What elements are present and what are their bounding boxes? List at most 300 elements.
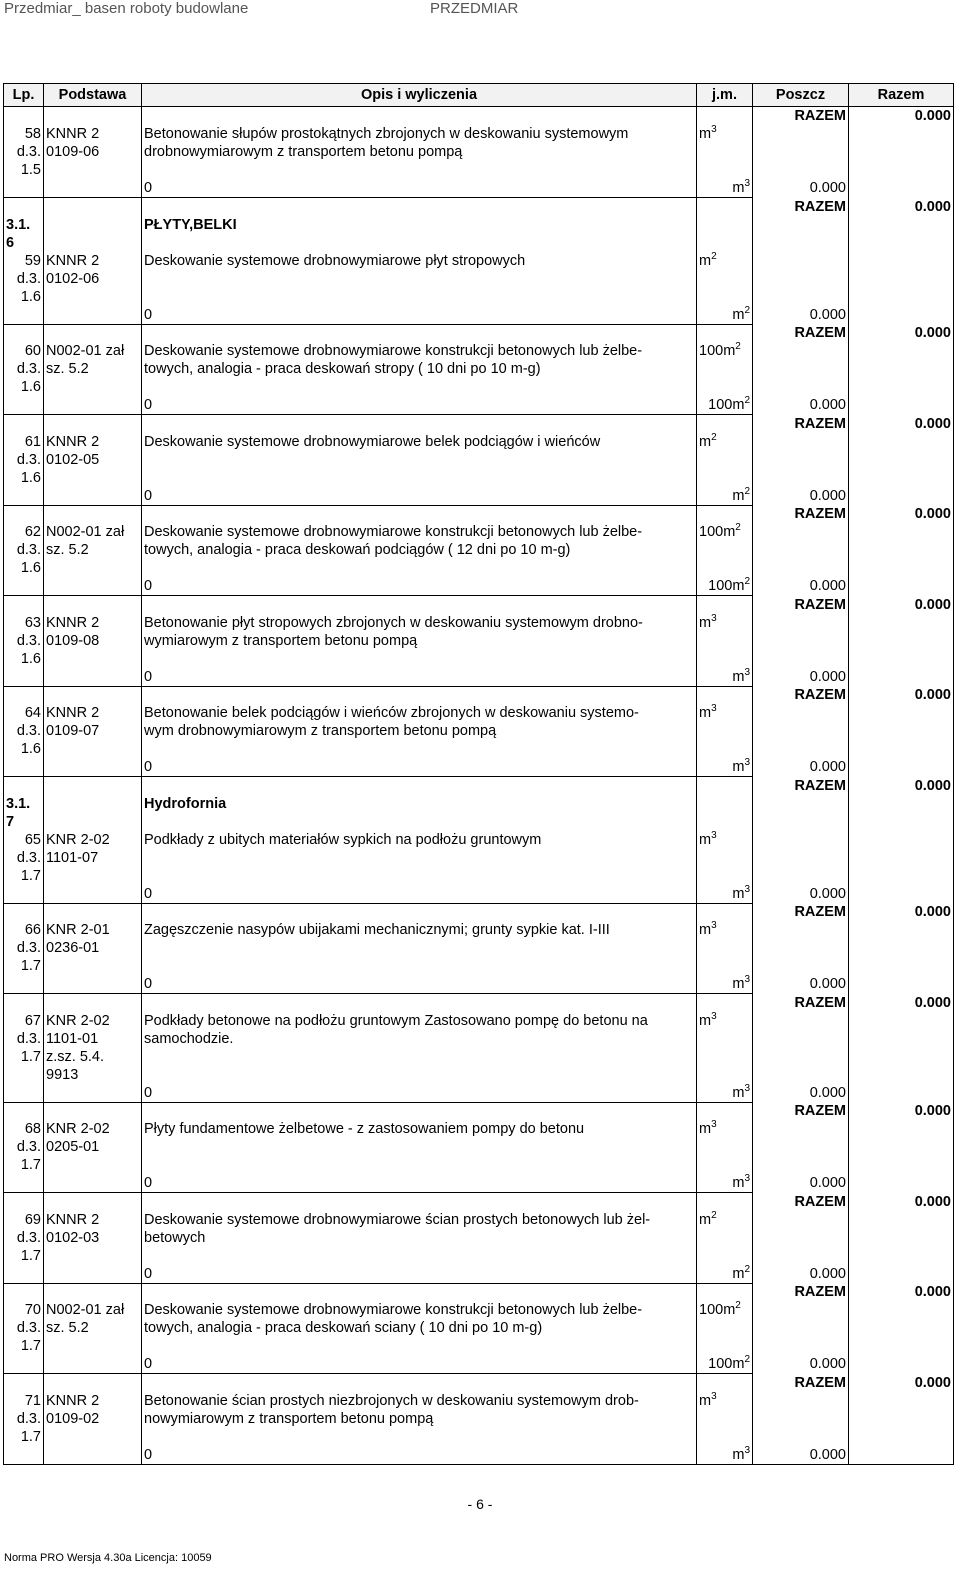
position-basis-line: 0102-05 <box>46 451 100 468</box>
calc-unit: m <box>732 487 745 504</box>
position-number-line: 71 <box>24 1392 41 1409</box>
cell <box>753 505 849 523</box>
cell <box>44 1355 142 1373</box>
cell <box>142 415 697 433</box>
position-number-line: d.3. <box>16 940 41 956</box>
position-basis-line: N002-01 zał <box>46 524 125 540</box>
position-number-line: 1.7 <box>20 867 41 884</box>
position-description-line: towych, analogia - praca deskowań sciany ( 10 dni po 10 m-g) <box>144 1320 543 1336</box>
razem-value: 0.000 <box>914 325 951 341</box>
calc-unit: 100m <box>708 1356 745 1372</box>
position-number-line: 69 <box>24 1211 41 1228</box>
razem-label: RAZEM <box>794 108 846 124</box>
calculation-unit <box>697 306 753 324</box>
position-basis-line: 0109-08 <box>46 632 100 649</box>
unit-exponent: 2 <box>735 341 741 353</box>
cell <box>4 885 44 903</box>
cell <box>753 523 849 577</box>
razem-value: 0.000 <box>914 1193 951 1210</box>
cell <box>697 107 753 126</box>
unit-exponent: 2 <box>711 431 717 443</box>
position-basis <box>44 704 142 758</box>
position-basis-line: KNNR 2 <box>46 1392 100 1409</box>
position-description-line: Deskowanie systemowe drobnowymiarowe konstrukcji betonowych lub żelbe- <box>144 524 643 540</box>
position-basis-line: KNR 2-02 <box>46 831 110 848</box>
cell <box>753 614 849 668</box>
cell <box>44 1174 142 1192</box>
calculation-row <box>4 577 954 595</box>
unit-exponent: 3 <box>711 1119 717 1131</box>
cell <box>753 1012 849 1084</box>
position-basis-line: 0109-02 <box>46 1410 100 1427</box>
cell <box>142 107 697 126</box>
cell <box>849 505 954 523</box>
position-number <box>4 831 44 885</box>
position-number <box>4 614 44 668</box>
razem-value: 0.000 <box>914 198 951 215</box>
cell <box>849 686 954 704</box>
position-description-line: betowych <box>144 1229 206 1246</box>
position-basis <box>44 523 142 577</box>
calc-unit-exponent: 3 <box>744 1444 750 1456</box>
position-basis <box>44 921 142 975</box>
section-number-line: 3.1. <box>6 795 31 812</box>
page-number: - 6 - <box>467 1496 493 1512</box>
calc-unit: m <box>732 1446 745 1463</box>
cell <box>753 252 849 306</box>
cell <box>697 596 753 614</box>
cell <box>142 903 697 921</box>
cell <box>44 487 142 505</box>
razem-label: RAZEM <box>794 198 846 215</box>
position-basis-line: KNNR 2 <box>46 614 100 631</box>
position-number-line: d.3. <box>16 1030 41 1047</box>
cell <box>4 396 44 414</box>
calculation-row <box>4 179 954 197</box>
calc-unit: m <box>732 1084 745 1101</box>
calc-unit-exponent: 3 <box>744 178 750 190</box>
cell <box>4 758 44 776</box>
position-number-line: d.3. <box>16 542 41 558</box>
position-basis-line: N002-01 zał <box>46 343 125 359</box>
cell <box>4 1374 44 1392</box>
cell <box>4 1174 44 1192</box>
cell <box>4 1102 44 1120</box>
position-row <box>4 1301 954 1355</box>
position-number-line: d.3. <box>16 1139 41 1155</box>
position-basis <box>44 1120 142 1174</box>
position-number <box>4 342 44 396</box>
calculation-value: 0.000 <box>753 1446 849 1465</box>
position-number-line: d.3. <box>16 270 41 287</box>
position-number-line: 1.5 <box>20 162 41 178</box>
position-basis-line: sz. 5.2 <box>46 361 89 377</box>
position-number <box>4 1392 44 1446</box>
position-basis-line: 1101-07 <box>46 849 99 866</box>
cell <box>44 415 142 433</box>
position-number-line: d.3. <box>16 1410 41 1427</box>
position-description-line: nowymiarowym z transportem betonu pompą <box>144 1410 434 1427</box>
document-title: Przedmiar_ basen roboty budowlane <box>4 0 249 17</box>
cell <box>697 795 753 831</box>
position-number <box>4 125 44 179</box>
cell <box>753 1211 849 1265</box>
position-basis-line: 0205-01 <box>46 1139 100 1155</box>
cell <box>849 668 954 686</box>
cell <box>849 614 954 668</box>
table-header-row <box>4 84 954 107</box>
calc-unit-exponent: 3 <box>744 1082 750 1094</box>
razem-row <box>4 777 954 795</box>
calculation-value: 0.000 <box>753 885 849 903</box>
position-number-line: 1.7 <box>20 958 41 974</box>
position-description <box>142 125 697 179</box>
position-basis-line: 0236-01 <box>46 940 100 956</box>
cell <box>849 1301 954 1355</box>
cell <box>849 1102 954 1120</box>
cell <box>753 198 849 216</box>
position-description-line: Podkłady betonowe na podłożu gruntowym Zastosowano pompę do betonu na <box>144 1012 648 1029</box>
cell <box>753 596 849 614</box>
calc-unit-exponent: 2 <box>744 395 750 407</box>
section-row <box>4 216 954 252</box>
cell <box>4 686 44 704</box>
unit: m <box>699 922 712 938</box>
calculation-formula: 0 <box>142 975 697 993</box>
cell <box>849 433 954 487</box>
calculation-row <box>4 1355 954 1373</box>
position-basis-line: sz. 5.2 <box>46 542 89 558</box>
calc-unit-exponent: 2 <box>744 304 750 316</box>
cell <box>697 1102 753 1120</box>
razem-label: RAZEM <box>794 904 846 920</box>
cell <box>4 1084 44 1102</box>
cell <box>44 1283 142 1301</box>
cell <box>697 777 753 795</box>
position-description-line: Deskowanie systemowe drobnowymiarowe płyt stropowych <box>144 252 526 269</box>
unit-exponent: 2 <box>735 1300 741 1312</box>
calculation-formula: 0 <box>142 396 697 414</box>
cell <box>4 415 44 433</box>
position-row <box>4 921 954 975</box>
calculation-value: 0.000 <box>753 668 849 686</box>
razem-row <box>4 505 954 523</box>
position-number-line: 1.7 <box>20 1048 41 1065</box>
position-description-line: Deskowanie systemowe drobnowymiarowe ścian prostych betonowych lub żel- <box>144 1211 651 1228</box>
cell <box>44 994 142 1012</box>
cell <box>142 1102 697 1120</box>
calculation-formula: 0 <box>142 1174 697 1192</box>
cell <box>4 1446 44 1465</box>
cell <box>44 758 142 776</box>
unit-exponent: 3 <box>711 703 717 715</box>
cell <box>4 198 44 216</box>
unit: m <box>699 1211 712 1228</box>
calculation-unit <box>697 396 753 414</box>
unit-exponent: 3 <box>711 124 717 136</box>
position-description-line: towych, analogia - praca deskowań podciągów ( 12 dni po 10 m-g) <box>144 542 571 558</box>
calculation-row <box>4 758 954 776</box>
calc-unit: m <box>732 976 745 992</box>
cell <box>44 396 142 414</box>
position-number-line: 70 <box>24 1302 41 1318</box>
cell <box>44 1374 142 1392</box>
calc-unit-exponent: 2 <box>744 1263 750 1275</box>
unit-exponent: 3 <box>711 1010 717 1022</box>
position-description-line: wymiarowym z transportem betonu pompą <box>144 632 418 649</box>
cell <box>753 921 849 975</box>
calc-unit: m <box>732 885 745 902</box>
position-number <box>4 1301 44 1355</box>
position-number-line: d.3. <box>16 144 41 160</box>
unit: m <box>699 1392 712 1409</box>
cell <box>849 415 954 433</box>
unit-exponent: 3 <box>711 920 717 932</box>
position-number-line: d.3. <box>16 1320 41 1336</box>
cell <box>753 903 849 921</box>
cell <box>142 505 697 523</box>
cell <box>4 668 44 686</box>
cell <box>849 577 954 595</box>
cell <box>142 1193 697 1211</box>
position-number-line: 67 <box>24 1012 41 1029</box>
cell <box>697 1374 753 1392</box>
position-basis <box>44 1012 142 1084</box>
cell <box>753 795 849 831</box>
position-basis-line: 0109-07 <box>46 723 100 739</box>
position-row <box>4 342 954 396</box>
col-opis-header: Opis i wyliczenia <box>142 84 697 107</box>
razem-label: RAZEM <box>794 687 846 703</box>
cell <box>849 1174 954 1192</box>
position-number-line: d.3. <box>16 849 41 866</box>
cell <box>753 107 849 126</box>
calculation-value: 0.000 <box>753 179 849 197</box>
unit: m <box>699 1121 712 1137</box>
unit: m <box>699 705 712 721</box>
cell <box>697 198 753 216</box>
col-podstawa-header: Podstawa <box>44 84 142 107</box>
cell <box>4 179 44 197</box>
calc-unit: m <box>732 180 745 196</box>
unit-exponent: 3 <box>711 612 717 624</box>
cell <box>753 704 849 758</box>
position-description-line: Płyty fundamentowe żelbetowe - z zastosowaniem pompy do betonu <box>144 1121 585 1137</box>
cell <box>142 686 697 704</box>
calculation-unit <box>697 487 753 505</box>
position-number-line: 62 <box>24 524 41 540</box>
calculation-row <box>4 396 954 414</box>
calculation-formula: 0 <box>142 179 697 197</box>
position-description-line: Deskowanie systemowe drobnowymiarowe belek podciągów i wieńców <box>144 433 601 450</box>
calculation-formula: 0 <box>142 577 697 595</box>
unit: m <box>699 126 712 142</box>
cell <box>753 1283 849 1301</box>
calculation-formula: 0 <box>142 1446 697 1465</box>
calculation-row <box>4 668 954 686</box>
cell <box>849 252 954 306</box>
unit-exponent: 2 <box>711 250 717 262</box>
cell <box>4 903 44 921</box>
position-basis-line: 0109-06 <box>46 144 100 160</box>
position-basis-line: sz. 5.2 <box>46 1320 89 1336</box>
position-number <box>4 1211 44 1265</box>
cell <box>4 1193 44 1211</box>
razem-row <box>4 415 954 433</box>
razem-value: 0.000 <box>914 415 951 432</box>
razem-row <box>4 903 954 921</box>
razem-row <box>4 1102 954 1120</box>
position-basis <box>44 831 142 885</box>
razem-label: RAZEM <box>794 1284 846 1300</box>
unit: m <box>699 1012 712 1029</box>
cell <box>142 324 697 342</box>
document-type: PRZEDMIAR <box>430 0 519 17</box>
calculation-formula: 0 <box>142 758 697 776</box>
cell <box>849 342 954 396</box>
cell <box>849 1193 954 1211</box>
cell <box>849 777 954 795</box>
col-jm-header: j.m. <box>697 84 753 107</box>
position-number-line: 64 <box>24 705 41 721</box>
position-unit <box>697 433 753 487</box>
position-number-line: 66 <box>24 922 41 938</box>
cell <box>849 885 954 903</box>
section-row <box>4 795 954 831</box>
position-description-line: samochodzie. <box>144 1030 234 1047</box>
razem-row <box>4 596 954 614</box>
razem-row <box>4 198 954 216</box>
position-row <box>4 433 954 487</box>
position-number-line: 1.7 <box>20 1247 41 1264</box>
unit: 100m <box>699 343 736 359</box>
position-unit <box>697 523 753 577</box>
razem-value: 0.000 <box>914 687 951 703</box>
cell <box>849 1012 954 1084</box>
razem-value: 0.000 <box>914 506 951 522</box>
section-title: Hydrofornia <box>142 795 697 831</box>
position-unit <box>697 1392 753 1446</box>
cell <box>697 686 753 704</box>
cell <box>44 777 142 795</box>
position-basis <box>44 1301 142 1355</box>
calculation-value: 0.000 <box>753 306 849 324</box>
cell <box>849 306 954 324</box>
cell <box>849 1120 954 1174</box>
calc-unit-exponent: 3 <box>744 883 750 895</box>
position-basis-line: KNNR 2 <box>46 705 100 721</box>
position-unit <box>697 1012 753 1084</box>
position-unit <box>697 125 753 179</box>
position-basis-line: KNR 2-02 <box>46 1121 110 1137</box>
cell <box>44 668 142 686</box>
calculation-formula: 0 <box>142 668 697 686</box>
calculation-unit <box>697 975 753 993</box>
razem-value: 0.000 <box>914 1284 951 1300</box>
cell <box>753 777 849 795</box>
cell <box>4 1355 44 1373</box>
cell <box>44 1193 142 1211</box>
position-number-line: 65 <box>24 831 41 848</box>
position-unit <box>697 1120 753 1174</box>
calc-unit-exponent: 2 <box>744 1354 750 1366</box>
calculation-unit <box>697 577 753 595</box>
cell <box>849 1355 954 1373</box>
cell <box>753 1301 849 1355</box>
position-basis-line: KNR 2-01 <box>46 922 110 938</box>
position-description-line: Betonowanie ścian prostych niezbrojonych w deskowaniu systemowym drob- <box>144 1392 639 1409</box>
calculation-unit <box>697 179 753 197</box>
cell <box>4 577 44 595</box>
cell <box>697 994 753 1012</box>
position-description-line: Betonowanie płyt stropowych zbrojonych w deskowaniu systemowym drobno- <box>144 614 643 631</box>
calc-unit: 100m <box>708 397 745 413</box>
position-number-line: 59 <box>24 252 41 269</box>
cell <box>4 107 44 126</box>
position-number <box>4 252 44 306</box>
calculation-value: 0.000 <box>753 487 849 505</box>
position-number-line: 1.7 <box>20 1157 41 1173</box>
position-description <box>142 1120 697 1174</box>
col-poszcz-header: Poszcz <box>753 84 849 107</box>
cell <box>697 505 753 523</box>
cell <box>849 994 954 1012</box>
calc-unit-exponent: 2 <box>744 485 750 497</box>
position-row <box>4 704 954 758</box>
razem-label: RAZEM <box>794 994 846 1011</box>
position-number-line: 63 <box>24 614 41 631</box>
cell <box>4 306 44 324</box>
position-unit <box>697 614 753 668</box>
calc-unit: m <box>732 306 745 323</box>
table-body <box>4 107 954 1465</box>
position-basis-line: z.sz. 5.4. <box>46 1048 105 1065</box>
cell <box>44 686 142 704</box>
calc-unit: m <box>732 668 745 685</box>
calc-unit-exponent: 3 <box>744 757 750 769</box>
calc-unit: m <box>732 1175 745 1191</box>
position-description <box>142 1392 697 1446</box>
cell <box>697 1283 753 1301</box>
position-basis-line: 1101-01 <box>46 1030 99 1047</box>
cell <box>849 1374 954 1392</box>
cell <box>697 415 753 433</box>
position-description-line: drobnowymiarowym z transportem betonu pompą <box>144 144 463 160</box>
position-description-line: towych, analogia - praca deskowań stropy ( 10 dni po 10 m-g) <box>144 361 541 377</box>
position-basis <box>44 1392 142 1446</box>
calculation-unit <box>697 885 753 903</box>
calculation-row <box>4 1265 954 1283</box>
cell <box>753 686 849 704</box>
cell <box>142 1283 697 1301</box>
cell <box>753 324 849 342</box>
cell <box>44 795 142 831</box>
col-lp-header: Lp. <box>4 84 44 107</box>
unit: m <box>699 433 712 450</box>
position-number-line: d.3. <box>16 1229 41 1246</box>
cell <box>849 324 954 342</box>
cell <box>849 487 954 505</box>
position-basis-line: KNR 2-02 <box>46 1012 110 1029</box>
software-footer: Norma PRO Wersja 4.30a Licencja: 10059 <box>4 1552 212 1564</box>
position-description-line: Deskowanie systemowe drobnowymiarowe konstrukcji betonowych lub żelbe- <box>144 1302 643 1318</box>
position-basis-line: 9913 <box>46 1066 79 1083</box>
position-number <box>4 1120 44 1174</box>
unit: m <box>699 831 712 848</box>
col-razem-header: Razem <box>849 84 954 107</box>
position-number-line: 1.6 <box>20 288 41 305</box>
unit-exponent: 2 <box>735 522 741 534</box>
